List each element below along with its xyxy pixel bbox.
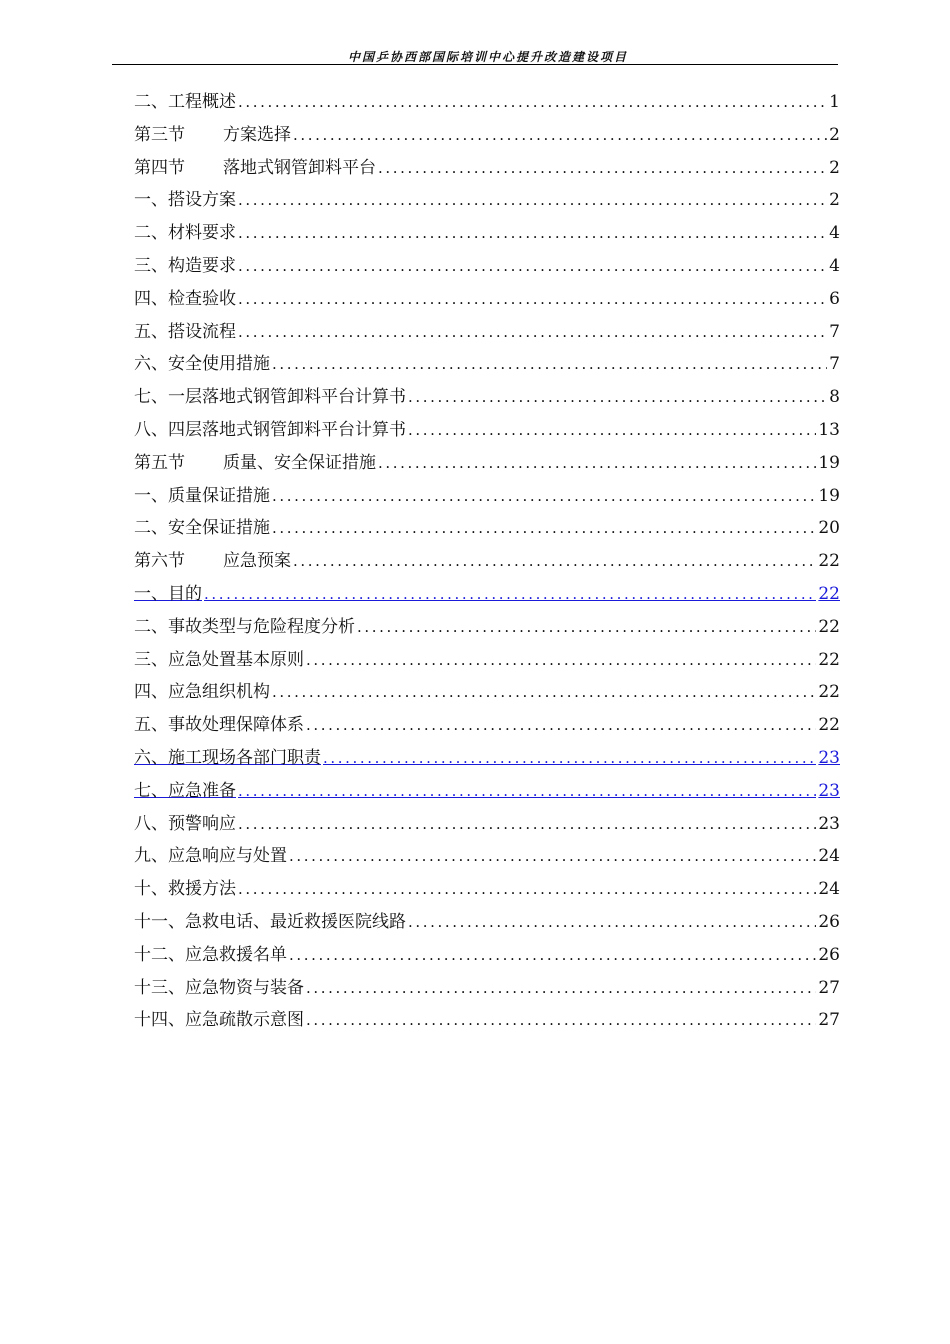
toc-entry-label [134, 775, 236, 808]
toc-entry-label [134, 611, 355, 644]
toc-entry-title: 二、安全保证措施 [134, 518, 270, 539]
toc-dot-leader [238, 184, 827, 217]
toc-entry-label [134, 906, 406, 939]
toc-entry[interactable] [134, 972, 840, 1005]
toc-entry-title: 四、检查验收 [134, 288, 236, 309]
toc-dot-leader [408, 381, 827, 414]
toc-entry-title: 二、工程概述 [134, 92, 236, 112]
toc-dot-leader [272, 512, 816, 545]
toc-entry-label [134, 676, 270, 709]
toc-entry[interactable] [134, 348, 840, 381]
toc-dot-leader [323, 742, 816, 775]
header-rule [112, 64, 838, 65]
toc-entry-label [134, 348, 270, 381]
toc-entry[interactable] [134, 644, 840, 677]
toc-entry-label [134, 217, 236, 250]
toc-dot-leader [272, 348, 827, 381]
toc-entry[interactable] [134, 578, 840, 611]
toc-entry-title: 十四、应急疏散示意图 [134, 1010, 304, 1031]
toc-dot-leader [408, 906, 816, 939]
toc-page-number: 19 [818, 452, 840, 473]
toc-entry-title: 第三节 [134, 124, 185, 145]
toc-entry-title: 第五节 [134, 452, 185, 473]
toc-section-title: 质量、安全保证措施 [223, 452, 376, 473]
toc-entry-label [134, 972, 304, 1005]
toc-entry[interactable] [134, 480, 840, 513]
toc-entry-label [134, 152, 376, 185]
toc-dot-leader [238, 86, 827, 119]
toc-dot-leader [272, 480, 816, 513]
toc-entry[interactable] [134, 414, 840, 447]
toc-page-number: 2 [829, 124, 840, 145]
toc-entry-title: 六、安全使用措施 [134, 354, 270, 375]
toc-entry-title: 一、搭设方案 [134, 190, 236, 211]
toc-entry-title: 一、质量保证措施 [134, 485, 270, 506]
toc-entry-title: 十三、应急物资与装备 [134, 977, 304, 998]
toc-entry[interactable] [134, 119, 840, 152]
toc-dot-leader [238, 775, 816, 808]
toc-page-number: 20 [818, 518, 840, 539]
toc-dot-leader [306, 972, 816, 1005]
toc-entry-title: 五、事故处理保障体系 [134, 715, 304, 736]
toc-dot-leader [306, 644, 816, 677]
toc-section-title: 方案选择 [223, 124, 291, 145]
toc-entry-title: 七、应急准备 [134, 780, 236, 801]
toc-entry-label [134, 939, 287, 972]
toc-page-number: 22 [818, 551, 840, 572]
toc-page-number: 26 [818, 911, 840, 932]
toc-entry[interactable] [134, 316, 840, 349]
toc-entry-label [134, 644, 304, 677]
toc-page-number: 22 [818, 715, 840, 736]
toc-page-number: 24 [818, 846, 840, 867]
toc-entry-title: 第四节 [134, 157, 185, 178]
toc-entry[interactable] [134, 512, 840, 545]
toc-dot-leader [293, 545, 816, 578]
toc-entry-label [134, 578, 202, 611]
toc-dot-leader [238, 283, 827, 316]
toc-entry[interactable] [134, 86, 840, 119]
toc-page-number: 19 [818, 485, 840, 506]
table-of-contents [134, 86, 840, 1037]
toc-entry-label [134, 480, 270, 513]
toc-entry[interactable] [134, 676, 840, 709]
toc-dot-leader [408, 414, 816, 447]
toc-entry-label [134, 119, 291, 152]
toc-entry-label [134, 873, 236, 906]
toc-entry-label [134, 414, 406, 447]
toc-entry-title: 二、事故类型与危险程度分析 [134, 616, 355, 637]
toc-page-number: 23 [818, 747, 840, 768]
toc-entry-title: 八、四层落地式钢管卸料平台计算书 [134, 419, 406, 440]
header-title: 中国乒协西部国际培训中心提升改造建设项目 [347, 50, 628, 64]
toc-entry-label [134, 283, 236, 316]
toc-entry[interactable] [134, 611, 840, 644]
toc-page-number: 6 [829, 288, 840, 309]
toc-entry[interactable] [134, 709, 840, 742]
toc-dot-leader [306, 1004, 816, 1037]
toc-entry-label [134, 184, 236, 217]
toc-entry-label [134, 1004, 304, 1037]
toc-page-number: 27 [818, 977, 840, 998]
toc-dot-leader [293, 119, 827, 152]
toc-page-number: 7 [829, 321, 840, 342]
toc-entry-title: 四、应急组织机构 [134, 682, 270, 703]
toc-entry-label [134, 742, 321, 775]
toc-entry-title: 二、材料要求 [134, 223, 236, 244]
toc-dot-leader [238, 873, 816, 906]
toc-entry-title: 七、一层落地式钢管卸料平台计算书 [134, 387, 406, 408]
toc-entry-title: 三、应急处置基本原则 [134, 649, 304, 670]
toc-page-number: 22 [818, 649, 840, 670]
toc-dot-leader [289, 939, 816, 972]
toc-entry-label [134, 316, 236, 349]
toc-section-title: 应急预案 [223, 551, 291, 572]
toc-section-title: 落地式钢管卸料平台 [223, 157, 376, 178]
toc-dot-leader [238, 316, 827, 349]
toc-entry[interactable] [134, 840, 840, 873]
toc-entry[interactable] [134, 217, 840, 250]
toc-dot-leader [238, 808, 816, 841]
toc-dot-leader [378, 447, 816, 480]
toc-dot-leader [204, 578, 816, 611]
toc-entry[interactable] [134, 742, 840, 775]
toc-page-number: 4 [829, 223, 840, 244]
toc-dot-leader [238, 250, 827, 283]
toc-page-number: 8 [829, 387, 840, 408]
toc-page-number: 23 [818, 813, 840, 834]
toc-entry[interactable] [134, 808, 840, 841]
toc-page-number: 2 [829, 157, 840, 178]
toc-entry[interactable] [134, 184, 840, 217]
toc-dot-leader [357, 611, 816, 644]
toc-page-number: 13 [818, 419, 840, 440]
toc-page-number: 4 [829, 255, 840, 276]
toc-entry-title: 第六节 [134, 551, 185, 572]
toc-entry-title: 八、预警响应 [134, 813, 236, 834]
toc-page-number: 22 [818, 616, 840, 637]
toc-entry-label [134, 512, 270, 545]
toc-entry-title: 九、应急响应与处置 [134, 846, 287, 867]
toc-entry[interactable] [134, 283, 840, 316]
toc-entry-title: 六、施工现场各部门职责 [134, 747, 321, 768]
toc-page-number: 24 [818, 879, 840, 900]
toc-dot-leader [238, 217, 827, 250]
toc-entry-label [134, 447, 376, 480]
toc-page-number: 26 [818, 944, 840, 965]
toc-dot-leader [378, 152, 827, 185]
toc-entry[interactable] [134, 381, 840, 414]
toc-entry[interactable] [134, 447, 840, 480]
toc-page-number: 23 [818, 780, 840, 801]
toc-page-number: 1 [829, 92, 840, 112]
toc-entry[interactable] [134, 1004, 840, 1037]
toc-entry-title: 十一、急救电话、最近救援医院线路 [134, 911, 406, 932]
toc-entry-title: 三、构造要求 [134, 255, 236, 276]
toc-entry[interactable] [134, 152, 840, 185]
toc-page-number: 22 [818, 682, 840, 703]
toc-page-number: 2 [829, 190, 840, 211]
toc-entry-label [134, 381, 406, 414]
toc-page-number: 22 [818, 583, 840, 604]
toc-entry[interactable] [134, 873, 840, 906]
toc-dot-leader [306, 709, 816, 742]
toc-page-number: 7 [829, 354, 840, 375]
toc-page-number: 27 [818, 1010, 840, 1031]
toc-entry-label [134, 709, 304, 742]
toc-entry-title: 十、救援方法 [134, 879, 236, 900]
toc-entry[interactable] [134, 250, 840, 283]
toc-entry-label [134, 250, 236, 283]
toc-dot-leader [289, 840, 816, 873]
toc-entry-label [134, 808, 236, 841]
toc-entry[interactable] [134, 939, 840, 972]
toc-entry-title: 五、搭设流程 [134, 321, 236, 342]
toc-entry[interactable] [134, 545, 840, 578]
toc-entry[interactable] [134, 906, 840, 939]
toc-dot-leader [272, 676, 816, 709]
toc-entry-label [134, 545, 291, 578]
toc-entry-label [134, 86, 236, 119]
toc-entry-title: 一、目的 [134, 583, 202, 604]
toc-entry-label [134, 840, 287, 873]
toc-entry-title: 十二、应急救援名单 [134, 944, 287, 965]
toc-entry[interactable] [134, 775, 840, 808]
page-header [112, 44, 838, 65]
